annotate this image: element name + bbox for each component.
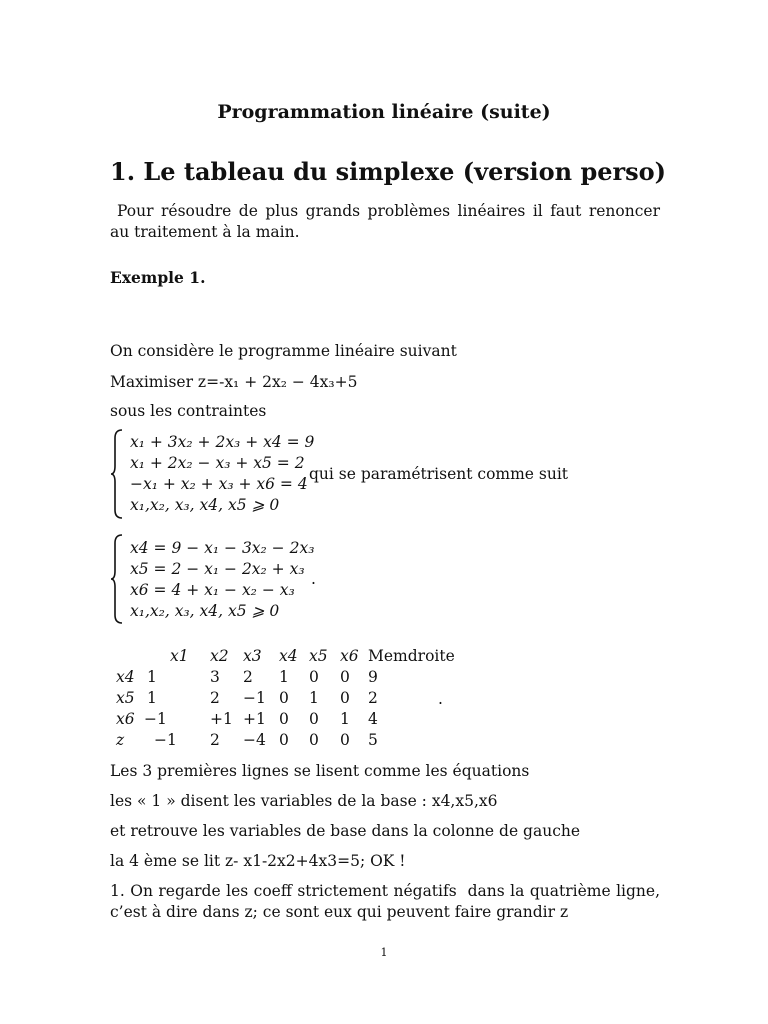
text-line: les « 1 » disent les variables de la base : x4,x5,x6 bbox=[110, 792, 498, 810]
tableau-cell: 0 bbox=[309, 667, 319, 686]
tableau-cell: 1 bbox=[340, 709, 350, 728]
tableau-header-cell: Memdroite bbox=[368, 646, 455, 665]
tableau-cell: −1 bbox=[154, 730, 177, 749]
text-line: Les 3 premières lignes se lisent comme les équations bbox=[110, 762, 530, 780]
system-2-line: x₁,x₂, x₃, x4, x5 ⩾ 0 bbox=[130, 602, 280, 620]
system-2-line: x6 = 4 + x₁ − x₂ − x₃ bbox=[130, 581, 295, 599]
tableau-cell: −1 bbox=[243, 688, 266, 707]
page-number: 1 bbox=[380, 946, 388, 959]
tableau-row bbox=[116, 666, 468, 687]
text-line: la 4 ème se lit z- x1-2x2+4x3=5; OK ! bbox=[110, 852, 406, 870]
tableau-cell: 4 bbox=[368, 709, 378, 728]
tableau-header-cell: x1 bbox=[170, 646, 189, 665]
tableau-cell: z bbox=[116, 730, 125, 749]
tableau-header-cell: x2 bbox=[210, 646, 229, 665]
tableau-trailing-dot: . bbox=[438, 690, 443, 708]
example-label: Exemple 1. bbox=[110, 268, 206, 287]
tableau-header-cell: x4 bbox=[279, 646, 298, 665]
intro-paragraph: Pour résoudre de plus grands problèmes linéaires il faut renoncer au traitement à la main. bbox=[110, 202, 660, 241]
parametrize-text: qui se paramétrisent comme suit bbox=[309, 465, 569, 483]
system-1 bbox=[130, 432, 314, 516]
tableau-header-row bbox=[116, 645, 468, 666]
tableau-cell: 2 bbox=[368, 688, 378, 707]
tableau-cell: x6 bbox=[116, 709, 135, 728]
tableau-cell: 0 bbox=[279, 730, 289, 749]
tableau-header-cell bbox=[116, 645, 140, 666]
tableau-cell: 9 bbox=[368, 667, 378, 686]
tableau-cell: x5 bbox=[116, 688, 135, 707]
system-2 bbox=[130, 538, 314, 622]
final-paragraph: 1. On regarde les coeff strictement négatifs dans la quatrième ligne, c’est à dire dans z; ce sont eux qui peuvent faire grandir z bbox=[110, 882, 665, 921]
tableau-cell: +1 bbox=[210, 709, 233, 728]
left-brace-1 bbox=[110, 428, 124, 520]
tableau-cell: 1 bbox=[309, 688, 319, 707]
tableau-cell: +1 bbox=[243, 709, 266, 728]
tableau-cell: 0 bbox=[279, 688, 289, 707]
text-line: et retrouve les variables de base dans la colonne de gauche bbox=[110, 822, 581, 840]
tableau-row bbox=[116, 708, 468, 729]
section-heading: 1. Le tableau du simplexe (version perso) bbox=[110, 157, 667, 186]
tableau-row bbox=[116, 729, 468, 750]
tableau-cell: 2 bbox=[243, 667, 253, 686]
system-1-line: −x₁ + x₂ + x₃ + x6 = 4 bbox=[130, 475, 308, 493]
tableau-cell: 0 bbox=[279, 709, 289, 728]
tableau-cell: 1 bbox=[147, 688, 157, 707]
document-title: Programmation linéaire (suite) bbox=[217, 101, 551, 123]
objective-line: Maximiser z=-x₁ + 2x₂ − 4x₃+5 bbox=[110, 373, 358, 391]
tableau-cell: 0 bbox=[340, 730, 350, 749]
tableau-cell: 0 bbox=[309, 709, 319, 728]
simplex-tableau bbox=[116, 645, 468, 750]
tableau-cell: 2 bbox=[210, 730, 220, 749]
system-2-line: x4 = 9 − x₁ − 3x₂ − 2x₃ bbox=[130, 539, 315, 557]
tableau-cell: 1 bbox=[147, 667, 157, 686]
consider-text: On considère le programme linéaire suivant bbox=[110, 342, 457, 360]
tableau-row bbox=[116, 687, 468, 708]
left-brace-2 bbox=[110, 533, 124, 625]
tableau-cell: 0 bbox=[309, 730, 319, 749]
system-1-line: x₁ + 2x₂ − x₃ + x5 = 2 bbox=[130, 454, 305, 472]
tableau-cell: 0 bbox=[340, 688, 350, 707]
tableau-cell: 1 bbox=[279, 667, 289, 686]
constraints-label: sous les contraintes bbox=[110, 402, 267, 420]
tableau-header-cell: x3 bbox=[243, 646, 262, 665]
tableau-header-cell: x5 bbox=[309, 646, 328, 665]
tableau-cell: 2 bbox=[210, 688, 220, 707]
tableau-cell: 3 bbox=[210, 667, 220, 686]
tableau-header-cell: x6 bbox=[340, 646, 359, 665]
system-1-line: x₁,x₂, x₃, x4, x5 ⩾ 0 bbox=[130, 496, 280, 514]
system-2-line: x5 = 2 − x₁ − 2x₂ + x₃ bbox=[130, 560, 305, 578]
system-2-dot: . bbox=[311, 570, 316, 588]
tableau-cell: 0 bbox=[340, 667, 350, 686]
tableau-cell: 5 bbox=[368, 730, 378, 749]
tableau-cell: x4 bbox=[116, 667, 135, 686]
tableau-cell: −4 bbox=[243, 730, 266, 749]
tableau-cell: −1 bbox=[144, 709, 167, 728]
system-1-line: x₁ + 3x₂ + 2x₃ + x4 = 9 bbox=[130, 433, 315, 451]
